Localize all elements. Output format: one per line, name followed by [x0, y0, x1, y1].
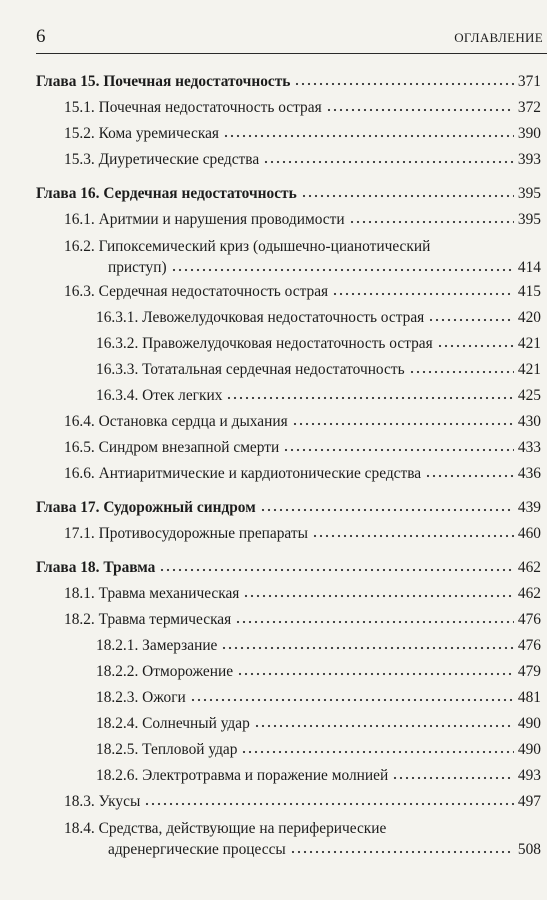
toc-chapter-18[interactable] [36, 558, 541, 584]
toc-section-16-1[interactable] [36, 210, 541, 236]
toc-entry-title: 15.2. Кома уремическая [64, 125, 219, 142]
toc-entry-title: 18.4. Средства, действующие на периферические [64, 820, 387, 837]
toc-entry-title: 15.3. Диуретические средства [64, 151, 260, 168]
toc-entry-title: 18.3. Укусы [64, 793, 141, 810]
toc-section-18-3[interactable] [36, 792, 541, 818]
toc-page-number: 460 [517, 525, 541, 542]
dot-leader [332, 282, 514, 296]
dot-leader [226, 386, 514, 400]
dot-leader [190, 688, 514, 702]
dot-leader [290, 840, 514, 854]
dot-leader [301, 184, 514, 198]
toc-page-number: 481 [517, 689, 541, 706]
toc-page-number: 490 [517, 741, 541, 758]
toc-subsection-16-3-2[interactable] [36, 334, 541, 360]
toc-page-number: 439 [517, 499, 541, 516]
toc-section-15-2[interactable] [36, 124, 541, 150]
toc-entry-title: 16.5. Синдром внезапной смерти [64, 439, 280, 456]
toc-page-number: 371 [517, 73, 541, 90]
toc-page-number: 393 [517, 151, 541, 168]
toc-page-number: 433 [517, 439, 541, 456]
toc-page-number: 493 [517, 767, 541, 784]
toc-page-number: 462 [517, 559, 541, 576]
toc-section-17-1[interactable] [36, 524, 541, 550]
dot-leader [294, 72, 513, 86]
toc-entry-title: 18.2. Травма термическая [64, 611, 232, 628]
toc-page-number: 490 [517, 715, 541, 732]
dot-leader [349, 210, 514, 224]
dot-leader [326, 98, 514, 112]
toc-page-number: 372 [517, 99, 541, 116]
toc-entry-title: 16.3.1. Левожелудочковая недостаточность острая [96, 309, 425, 326]
toc-section-18-1[interactable] [36, 584, 541, 610]
toc-entry-title: Глава 18. Травма [36, 559, 156, 576]
dot-leader [392, 766, 514, 780]
toc-page-number: 430 [517, 413, 541, 430]
toc-page-number: 462 [517, 585, 541, 602]
page-header [36, 26, 547, 48]
toc-page-number: 415 [517, 283, 541, 300]
toc-chapter-16[interactable] [36, 184, 541, 210]
toc-subsection-18-2-5[interactable] [36, 740, 541, 766]
toc-page-number: 425 [517, 387, 541, 404]
toc-entry-title: Глава 15. Почечная недостаточность [36, 73, 291, 90]
dot-leader [241, 740, 513, 754]
toc-chapter-15[interactable] [36, 72, 541, 98]
toc-entry-title: 16.6. Антиаритмические и кардиотонические средства [64, 465, 422, 482]
dot-leader [254, 714, 514, 728]
dot-leader [409, 360, 514, 374]
dot-leader [292, 412, 514, 426]
toc-entry-title: 16.2. Гипоксемический криз (одышечно-цианотический [64, 238, 431, 255]
header-rule [36, 53, 547, 54]
dot-leader [243, 584, 514, 598]
toc-entry-title: 15.1. Почечная недостаточность острая [64, 99, 322, 116]
toc-entry-title: 16.3.3. Тотатальная сердечная недостаточность [96, 361, 405, 378]
toc-entry-title: 16.3. Сердечная недостаточность острая [64, 283, 329, 300]
toc-section-15-3[interactable] [36, 150, 541, 176]
toc-section-16-6[interactable] [36, 464, 541, 490]
dot-leader [223, 124, 514, 138]
toc-entry-title: Глава 17. Судорожный синдром [36, 499, 256, 516]
toc-section-16-4[interactable] [36, 412, 541, 438]
toc-page-number: 420 [517, 309, 541, 326]
toc-entry-title: 17.1. Противосудорожные препараты [64, 525, 308, 542]
chapter-gap [36, 490, 541, 498]
toc-section-15-1[interactable] [36, 98, 541, 124]
toc-page-number: 395 [517, 185, 541, 202]
dot-leader [437, 334, 514, 348]
toc-subsection-18-2-1[interactable] [36, 636, 541, 662]
toc-subsection-16-3-1[interactable] [36, 308, 541, 334]
dot-leader [235, 610, 514, 624]
toc-page-number: 390 [517, 125, 541, 142]
page-number: 6 [36, 26, 46, 47]
dot-leader [428, 308, 514, 322]
dot-leader [312, 524, 514, 538]
table-of-contents [36, 72, 541, 864]
toc-entry-title: 16.1. Аритмии и нарушения проводимости [64, 211, 345, 228]
toc-entry-title: 18.2.1. Замерзание [96, 637, 218, 654]
toc-section-16-3[interactable] [36, 282, 541, 308]
toc-subsection-18-2-4[interactable] [36, 714, 541, 740]
dot-leader [237, 662, 514, 676]
toc-section-18-4[interactable] [36, 818, 541, 864]
dot-leader [221, 636, 514, 650]
toc-entry-title: 16.3.2. Правожелудочковая недостаточность острая [96, 335, 433, 352]
toc-page-number: 476 [517, 637, 541, 654]
toc-entry-title: 18.1. Травма механическая [64, 585, 240, 602]
toc-page-number: 476 [517, 611, 541, 628]
toc-page-number: 436 [517, 465, 541, 482]
toc-entry-title: Глава 16. Сердечная недостаточность [36, 185, 297, 202]
toc-section-16-5[interactable] [36, 438, 541, 464]
dot-leader [144, 792, 514, 806]
toc-subsection-18-2-3[interactable] [36, 688, 541, 714]
toc-page-number: 479 [517, 663, 541, 680]
toc-page-number: 421 [517, 361, 541, 378]
toc-page-number: 508 [517, 841, 541, 858]
toc-entry-title: 18.2.3. Ожоги [96, 689, 186, 706]
toc-entry-title: 16.3.4. Отек легких [96, 387, 223, 404]
toc-entry-title: 16.4. Остановка сердца и дыхания [64, 413, 288, 430]
chapter-gap [36, 550, 541, 558]
toc-entry-title: 18.2.5. Тепловой удар [96, 741, 238, 758]
toc-entry-title: 18.2.2. Отморожение [96, 663, 234, 680]
toc-section-16-2[interactable] [36, 236, 541, 282]
dot-leader [159, 558, 514, 572]
dot-leader [171, 258, 514, 272]
toc-subsection-16-3-4[interactable] [36, 386, 541, 412]
toc-entry-title: 18.2.6. Электротравма и поражение молнией [96, 767, 389, 784]
dot-leader [260, 498, 514, 512]
toc-entry-title: 18.2.4. Солнечный удар [96, 715, 250, 732]
toc-subsection-18-2-6[interactable] [36, 766, 541, 792]
running-head: ОГЛАВЛЕНИЕ [454, 30, 543, 45]
dot-leader [263, 150, 514, 164]
toc-entry-title-continued: адренергические процессы [108, 841, 286, 858]
dot-leader [425, 464, 514, 478]
toc-page-number: 414 [517, 259, 541, 276]
toc-page-number: 497 [517, 793, 541, 810]
toc-chapter-17[interactable] [36, 498, 541, 524]
toc-entry-title-continued: приступ) [108, 259, 167, 276]
dot-leader [283, 438, 514, 452]
toc-section-18-2[interactable] [36, 610, 541, 636]
chapter-gap [36, 176, 541, 184]
toc-subsection-18-2-2[interactable] [36, 662, 541, 688]
toc-page-number: 421 [517, 335, 541, 352]
toc-page-number: 395 [517, 211, 541, 228]
toc-subsection-16-3-3[interactable] [36, 360, 541, 386]
